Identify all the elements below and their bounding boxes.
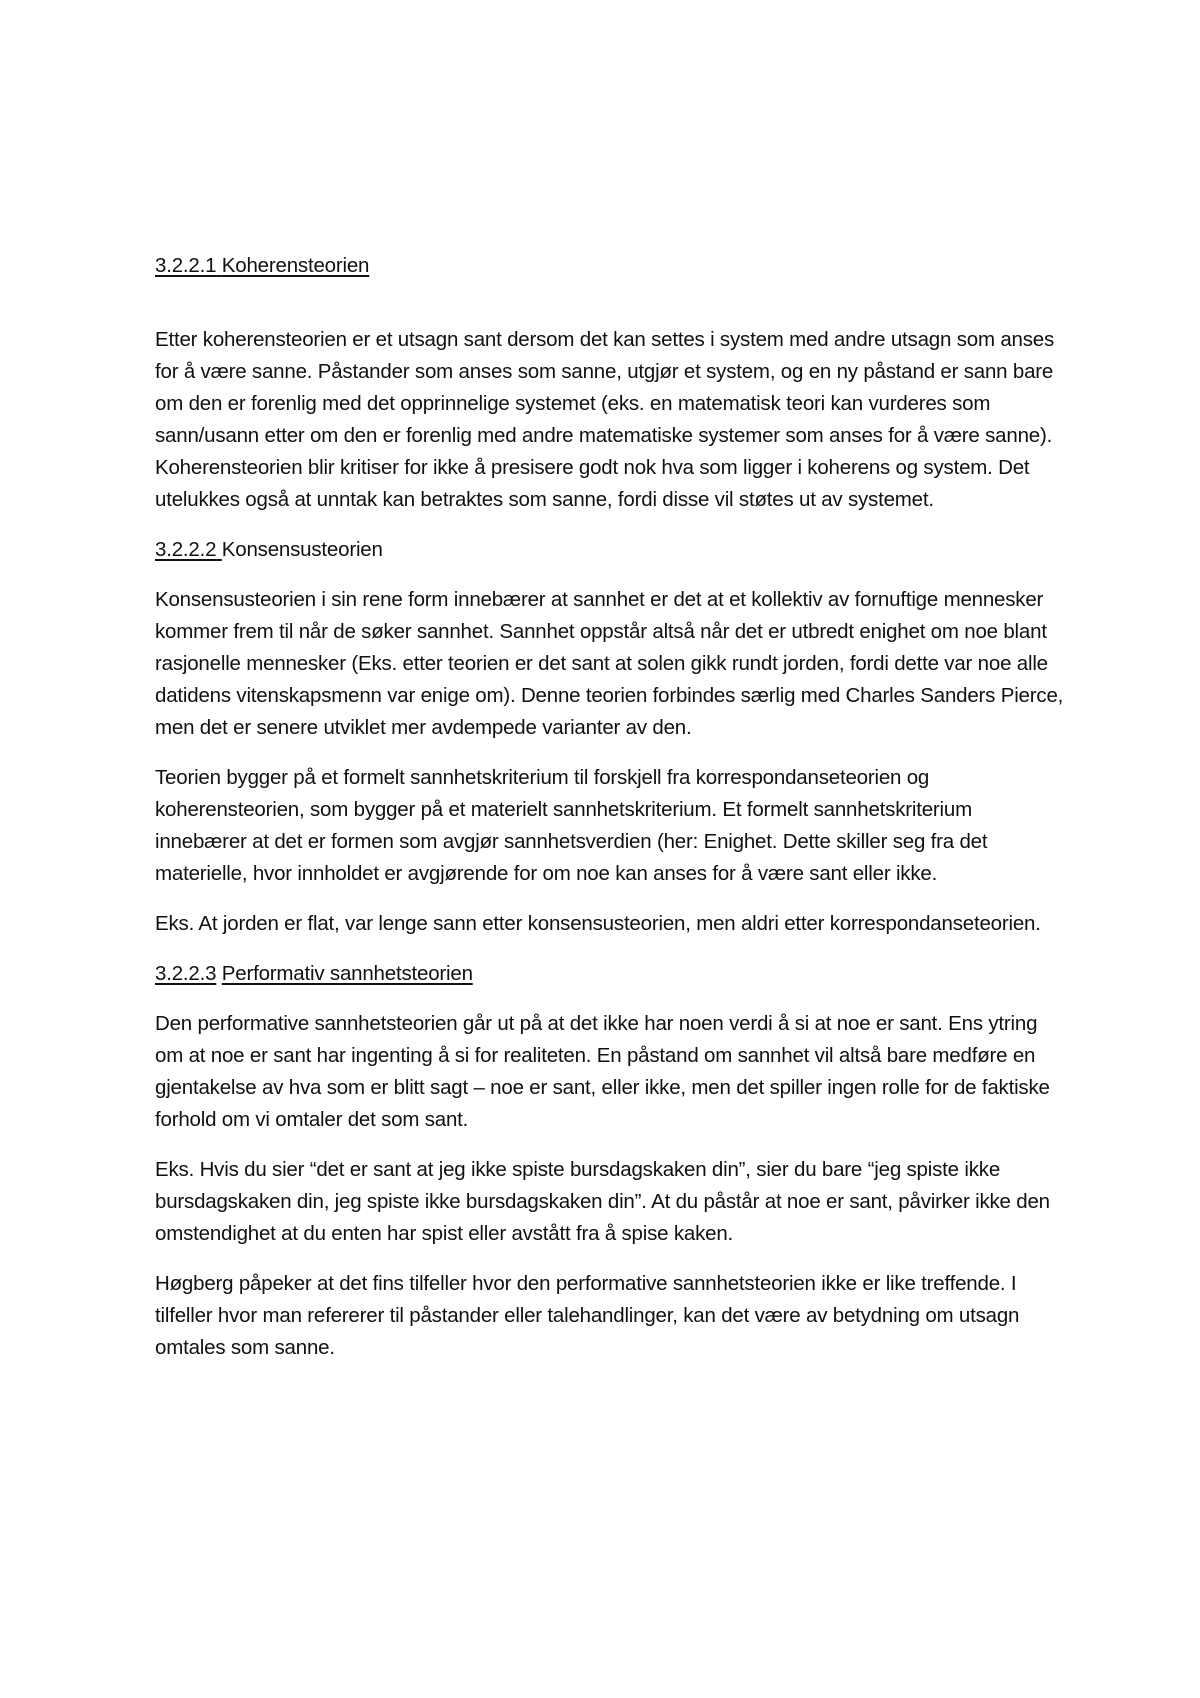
section-number: 3.2.2.2	[155, 538, 217, 561]
section-number: 3.2.2.3	[155, 962, 217, 985]
paragraph: Teorien bygger på et formelt sannhetskriterium til forskjell fra korrespondanseteorien og koherensteorien, som bygger på et materielt sannhetskriterium. Et formelt sannhetskriterium innebærer at det er formen som avgjør sannhetsverdien (her: Enighet. Dette skiller seg fra det materielle, hvor innholdet er avgjørende for om noe kan anses for å være sant eller ikke.	[155, 766, 988, 885]
paragraph: Konsensusteorien i sin rene form innebærer at sannhet er det at et kollektiv av fornuftige mennesker kommer frem til når de søker sannhet. Sannhet oppstår altså når det er utbredt enighet om noe blant rasjonelle mennesker (Eks. etter teorien er det sant at solen gikk rundt jorden, fordi dette var noe alle datidens vitenskapsmenn var enige om). Denne teorien forbindes særlig med Charles Sanders Pierce, men det er senere utviklet mer avdempede varianter av den.	[155, 588, 1064, 739]
section-number: 3.2.2.1	[155, 254, 217, 277]
section-title: Koherensteorien	[221, 254, 370, 277]
document-body	[155, 250, 1065, 1364]
paragraph: Den performative sannhetsteorien går ut på at det ikke har noen verdi å si at noe er sant. Ens ytring om at noe er sant har ingenting å si for realiteten. En påstand om sannhet vil altså bare medføre en gjentakelse av hva som er blitt sagt – noe er sant, eller ikke, men det spiller ingen rolle for de faktiske forhold om vi omtaler det som sant.	[155, 1012, 1050, 1131]
paragraph: Etter koherensteorien er et utsagn sant dersom det kan settes i system med andre utsagn som anses for å være sanne. Påstander som anses som sanne, utgjør et system, og en ny påstand er sann bare om den er forenlig med det opprinnelige systemet (eks. en matematisk teori kan vurderes som sann/usann etter om den er forenlig med andre matematiske systemer som anses for å være sanne). Koherensteorien blir kritiser for ikke å presisere godt nok hva som ligger i koherens og system. Det utelukkes også at unntak kan betraktes som sanne, fordi disse vil støtes ut av systemet.	[155, 328, 1055, 511]
paragraph: Eks. At jorden er flat, var lenge sann etter konsensusteorien, men aldri etter korrespondanseteorien.	[155, 912, 1041, 935]
section-heading-konsensusteorien	[155, 534, 1065, 566]
section-title: Konsensusteorien	[221, 538, 383, 561]
paragraph: Eks. Hvis du sier “det er sant at jeg ikke spiste bursdagskaken din”, sier du bare “jeg spiste ikke bursdagskaken din, jeg spiste ikke bursdagskaken din”. At du påstår at noe er sant, påvirker ikke den omstendighet at du enten har spist eller avstått fra å spise kaken.	[155, 1158, 1050, 1245]
section-heading-performativ	[155, 958, 1065, 990]
paragraph: Høgberg påpeker at det fins tilfeller hvor den performative sannhetsteorien ikke er like treffende. I tilfeller hvor man refererer til påstander eller talehandlinger, kan det være av betydning om utsagn omtales som sanne.	[155, 1272, 1020, 1359]
section-title: Performativ sannhetsteorien	[221, 962, 473, 985]
section-heading-koherensteorien	[155, 250, 1065, 282]
